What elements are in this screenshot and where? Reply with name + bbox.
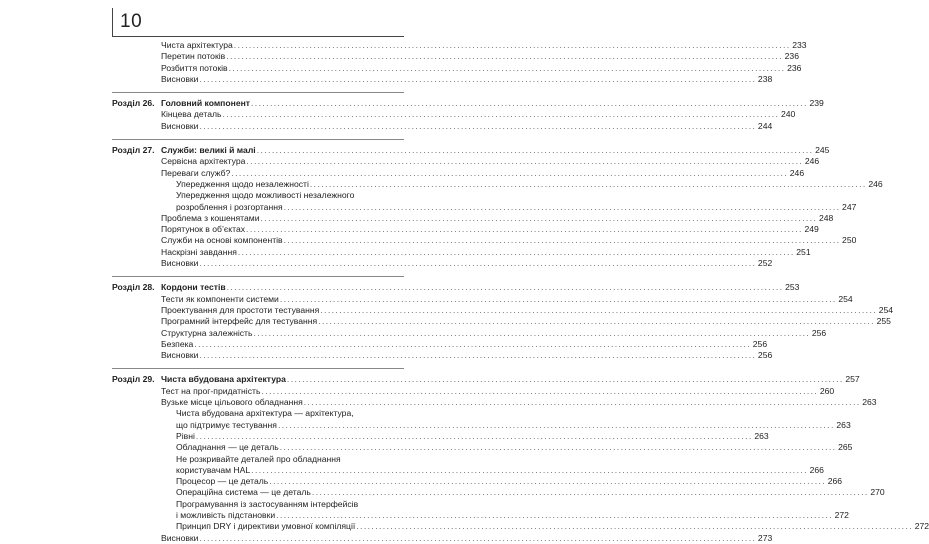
- dot-leader: ...................................................................................................................................................: [283, 201, 841, 212]
- toc-line: [176, 190, 404, 201]
- entry-title: Чиста вбудована архітектура — архітектура,: [176, 408, 354, 419]
- toc-entry: [112, 246, 811, 258]
- entry-title: Програмний інтерфейс для тестування: [161, 316, 318, 327]
- toc-line: [176, 430, 769, 442]
- toc-entry: [112, 156, 820, 167]
- entry-title: користувачам HAL: [176, 464, 251, 475]
- entry-title: Кордони тестів: [161, 282, 226, 293]
- section-divider: [112, 276, 404, 277]
- chapter-label: Розділ 29.: [112, 374, 155, 385]
- entry-page-number: 266: [809, 464, 824, 475]
- entry-title: Висновки: [161, 350, 199, 361]
- entry-page-number: 263: [836, 419, 851, 430]
- entry-page-number: 254: [838, 293, 853, 304]
- dot-leader: ...................................................................................................................................................: [279, 442, 837, 453]
- chapter-label: Розділ 28.: [112, 282, 155, 293]
- entry-page-number: 265: [838, 442, 853, 453]
- dot-leader: ...................................................................................................................................................: [222, 109, 780, 120]
- dot-leader: ...................................................................................................................................................: [303, 397, 861, 408]
- toc-line: [161, 62, 802, 74]
- entry-title: Служби: великі й малі: [161, 145, 256, 156]
- entry-page-number: 245: [815, 145, 830, 156]
- toc-line: [161, 167, 805, 179]
- entry-title: Висновки: [161, 120, 199, 131]
- entry-page-number: 266: [827, 476, 843, 487]
- toc-line: [161, 224, 819, 235]
- toc-entry: [112, 464, 824, 476]
- toc-entry: [112, 235, 857, 246]
- entry-page-number: 240: [780, 109, 796, 120]
- toc-line: [161, 385, 835, 397]
- dot-leader: ...................................................................................................................................................: [277, 419, 835, 430]
- entry-page-number: 251: [796, 246, 811, 257]
- dot-leader: ...................................................................................................................................................: [199, 532, 757, 543]
- toc-line: [161, 212, 834, 224]
- toc-line: [161, 338, 768, 350]
- dot-leader: ...................................................................................................................................................: [286, 374, 844, 385]
- entry-page-number: 236: [787, 62, 802, 73]
- entry-title: Тести як компоненти системи: [161, 293, 279, 304]
- entry-title: Головний компонент: [161, 98, 250, 109]
- entry-page-number: 250: [842, 235, 857, 246]
- toc-entry: [112, 385, 835, 397]
- entry-page-number: 252: [757, 258, 773, 269]
- toc-entry: [112, 327, 827, 339]
- entry-title: Упередження щодо незалежності: [176, 178, 309, 189]
- entry-title: Принцип DRY і директиви умовної компіляції: [176, 521, 356, 532]
- toc-entry: [112, 62, 802, 74]
- toc-line: [161, 120, 773, 132]
- toc-line: [161, 304, 894, 316]
- entry-title: Рівні: [176, 430, 195, 441]
- dot-leader: ...................................................................................................................................................: [283, 235, 841, 246]
- toc-entry: [112, 224, 819, 235]
- entry-title: Проблема з кошенятами: [161, 212, 260, 223]
- toc-entry: [112, 499, 404, 510]
- toc-entry: [112, 73, 773, 85]
- toc-line: [176, 521, 929, 532]
- toc-entry: [112, 145, 830, 156]
- dot-leader: ...................................................................................................................................................: [279, 293, 837, 304]
- entry-page-number: 254: [878, 304, 894, 315]
- toc-line: [161, 316, 891, 327]
- dot-leader: ...................................................................................................................................................: [251, 98, 808, 109]
- header-rule: [112, 36, 404, 37]
- entry-title: розроблення і розгортання: [176, 201, 283, 212]
- entry-title: що підтримує тестування: [176, 419, 277, 430]
- entry-title: Не розкривайте деталей про обладнання: [176, 453, 341, 464]
- entry-title: Висновки: [161, 532, 199, 543]
- dot-leader: ...................................................................................................................................................: [246, 156, 804, 167]
- dot-leader: ...................................................................................................................................................: [226, 51, 783, 62]
- toc-entry: [112, 454, 404, 465]
- toc-line: [176, 178, 883, 190]
- toc-entry: [112, 258, 773, 269]
- toc-line: [176, 442, 853, 453]
- entry-page-number: 273: [757, 532, 773, 543]
- dot-leader: ...................................................................................................................................................: [309, 178, 867, 189]
- toc-entry: [112, 316, 891, 327]
- entry-page-number: 239: [809, 98, 824, 109]
- toc-line: [176, 464, 824, 476]
- dot-leader: ...................................................................................................................................................: [260, 212, 818, 223]
- entry-page-number: 256: [757, 350, 773, 361]
- entry-title: Безпека: [161, 338, 194, 349]
- entry-page-number: 249: [804, 224, 819, 235]
- toc-entry: [112, 98, 824, 109]
- entry-page-number: 256: [752, 338, 768, 349]
- toc-entry: [112, 532, 773, 544]
- entry-title: Висновки: [161, 258, 199, 269]
- dot-leader: ...................................................................................................................................................: [276, 509, 833, 520]
- entry-title: і можливість підстановки: [176, 509, 276, 520]
- entry-page-number: 263: [862, 397, 877, 408]
- dot-leader: ...................................................................................................................................................: [256, 145, 814, 156]
- table-of-contents: [112, 39, 929, 544]
- entry-title: Процесор — це деталь: [176, 476, 269, 487]
- entry-title: Упередження щодо можливості незалежного: [176, 190, 355, 201]
- entry-title: Порятунок в об’єктах: [161, 224, 246, 235]
- dot-leader: ...................................................................................................................................................: [199, 258, 757, 269]
- toc-line: [161, 293, 853, 305]
- chapter-label: Розділ 27.: [112, 145, 155, 156]
- dot-leader: ...................................................................................................................................................: [194, 338, 752, 349]
- entry-page-number: 270: [870, 487, 885, 498]
- dot-leader: ...................................................................................................................................................: [228, 62, 786, 73]
- entry-page-number: 257: [845, 374, 860, 385]
- toc-entry: [112, 442, 853, 453]
- toc-entry: [112, 282, 800, 293]
- toc-entry: [112, 419, 851, 431]
- toc-line: [176, 419, 851, 431]
- toc-line: [161, 235, 857, 246]
- toc-entry: [112, 509, 849, 521]
- dot-leader: ...................................................................................................................................................: [199, 350, 757, 361]
- toc-line: [161, 51, 799, 62]
- entry-page-number: 247: [842, 201, 857, 212]
- dot-leader: ...................................................................................................................................................: [226, 282, 784, 293]
- entry-title: Обладнання — це деталь: [176, 442, 279, 453]
- page-number: 10: [120, 11, 143, 32]
- toc-entry: [112, 430, 769, 442]
- toc-section: [112, 282, 894, 361]
- dot-leader: ...................................................................................................................................................: [261, 385, 819, 396]
- toc-line: [161, 98, 824, 109]
- toc-line: [161, 145, 830, 156]
- toc-entry: [112, 338, 768, 350]
- section-divider: [112, 139, 404, 140]
- toc-entry: [112, 476, 843, 487]
- toc-entry: [112, 167, 805, 179]
- toc-entry: [112, 487, 885, 498]
- dot-leader: ...................................................................................................................................................: [320, 304, 878, 315]
- toc-line: [161, 156, 820, 167]
- section-divider: [112, 92, 404, 93]
- toc-line: [176, 509, 849, 521]
- toc-entry: [112, 201, 857, 213]
- entry-title: Операційна система — це деталь: [176, 487, 311, 498]
- toc-entry: [112, 190, 404, 201]
- header-vertical-rule: [112, 8, 113, 36]
- toc-entry: [112, 521, 929, 532]
- entry-title: Перетин потоків: [161, 51, 226, 62]
- entry-title: Вузьке місце цільового обладнання: [161, 397, 303, 408]
- entry-title: Проектування для простоти тестування: [161, 304, 320, 315]
- dot-leader: ...................................................................................................................................................: [251, 464, 808, 475]
- toc-section: [112, 145, 883, 269]
- entry-title: Служби на основі компонентів: [161, 235, 283, 246]
- entry-title: Сервісна архітектура: [161, 156, 246, 167]
- dot-leader: ...................................................................................................................................................: [311, 487, 869, 498]
- entry-page-number: 246: [868, 178, 883, 189]
- toc-section: [112, 374, 929, 543]
- dot-leader: ...................................................................................................................................................: [231, 167, 789, 178]
- entry-page-number: 236: [784, 51, 799, 62]
- entry-page-number: 253: [785, 282, 800, 293]
- entry-page-number: 272: [834, 509, 849, 520]
- entry-page-number: 248: [818, 212, 834, 223]
- toc-line: [161, 282, 800, 293]
- entry-title: Наскрізні завдання: [161, 246, 237, 257]
- entry-page-number: 246: [804, 156, 820, 167]
- toc-entry: [112, 120, 773, 132]
- entry-title: Чиста архітектура: [161, 40, 233, 50]
- entry-title: Кінцева деталь: [161, 109, 222, 120]
- toc-line: [176, 454, 404, 465]
- entry-title: Розбиття потоків: [161, 62, 228, 73]
- entry-page-number: 244: [757, 120, 773, 131]
- dot-leader: ...................................................................................................................................................: [253, 327, 811, 338]
- dot-leader: ...................................................................................................................................................: [356, 521, 914, 532]
- entry-page-number: 272: [914, 521, 929, 532]
- toc-entry: [112, 109, 796, 120]
- dot-leader: ...................................................................................................................................................: [269, 476, 827, 487]
- toc-line: [176, 499, 404, 510]
- toc-line: [176, 487, 885, 498]
- section-divider: [112, 368, 404, 369]
- toc-entry: [112, 40, 807, 51]
- toc-line: [161, 374, 860, 385]
- toc-entry: [112, 212, 834, 224]
- toc-line: [161, 350, 773, 361]
- toc-entry: [112, 397, 877, 408]
- entry-title: Програмування із застосуванням інтерфейсів: [176, 498, 359, 509]
- toc-entry: [112, 293, 853, 305]
- toc-entry: [112, 374, 860, 385]
- toc-section: [112, 39, 807, 85]
- toc-entry: [112, 304, 894, 316]
- entry-title: Чиста вбудована архітектура: [161, 374, 286, 385]
- toc-line: [176, 408, 404, 419]
- toc-line: [176, 476, 843, 487]
- toc-entry: [112, 408, 404, 419]
- toc-line: [161, 258, 773, 269]
- entry-page-number: 255: [876, 316, 891, 327]
- chapter-label: Розділ 26.: [112, 98, 155, 109]
- dot-leader: ...................................................................................................................................................: [199, 120, 757, 131]
- entry-page-number: 260: [819, 385, 835, 396]
- entry-page-number: 256: [811, 327, 827, 338]
- toc-section: [112, 98, 824, 132]
- toc-entry: [112, 178, 883, 190]
- toc-entry: [112, 51, 799, 62]
- toc-line: [161, 109, 796, 120]
- dot-leader: ...................................................................................................................................................: [195, 430, 753, 441]
- dot-leader: ...................................................................................................................................................: [318, 316, 875, 327]
- toc-line: [161, 73, 773, 85]
- toc-line: [176, 201, 857, 213]
- entry-title: Переваги служб?: [161, 167, 231, 178]
- dot-leader: ...................................................................................................................................................: [246, 224, 803, 235]
- entry-title: Висновки: [161, 73, 199, 84]
- dot-leader: ...................................................................................................................................................: [233, 40, 791, 50]
- toc-line: [161, 40, 807, 51]
- toc-entry: [112, 350, 773, 361]
- entry-title: Тест на прог-придатність: [161, 385, 261, 396]
- entry-page-number: 263: [754, 430, 769, 441]
- entry-page-number: 238: [757, 73, 773, 84]
- toc-line: [161, 246, 811, 258]
- entry-title: Структурна залежність: [161, 327, 253, 338]
- dot-leader: ...................................................................................................................................................: [237, 246, 795, 257]
- entry-page-number: 233: [792, 40, 807, 50]
- entry-page-number: 246: [789, 167, 805, 178]
- toc-line: [161, 327, 827, 339]
- toc-line: [161, 397, 877, 408]
- toc-line: [161, 532, 773, 544]
- dot-leader: ...................................................................................................................................................: [199, 73, 757, 84]
